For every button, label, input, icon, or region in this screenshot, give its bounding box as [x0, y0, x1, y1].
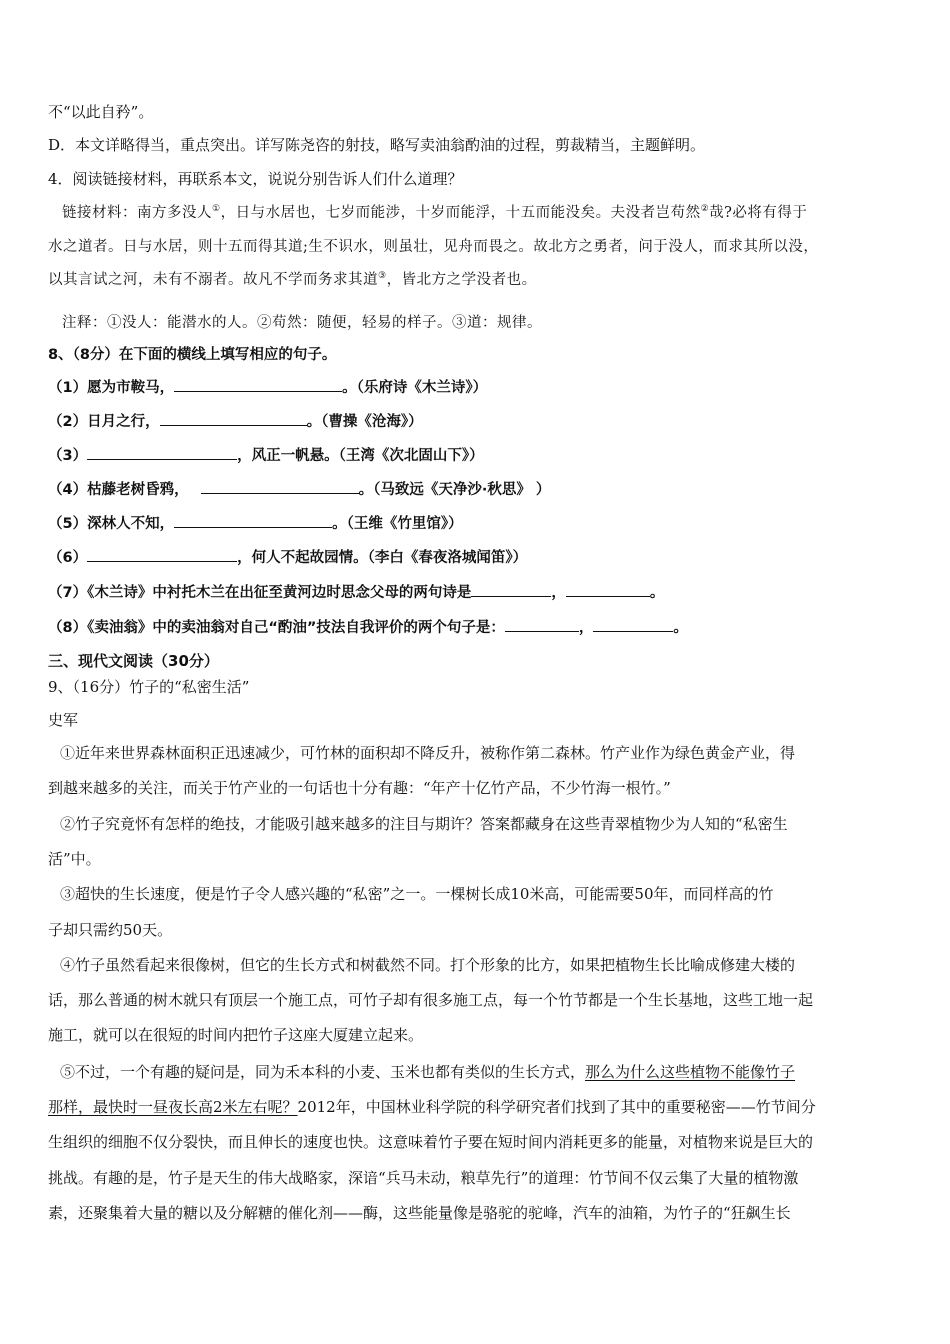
answer-blank[interactable]	[87, 547, 237, 562]
annotation-note: 注释：①没人：能潜水的人。②苟然：随便，轻易的样子。③道：规律。	[62, 315, 542, 331]
paragraph-5: 那样，最快时一昼夜长高2米左右呢？2012年，中国林业科学院的科学研究者们找到了其中的重要秘密——竹节间分	[48, 1098, 816, 1116]
paragraph-2: ②竹子究竟怀有怎样的绝技，才能吸引越来越多的注目与期许？答案都藏身在这些青翠植物少为人知的“私密生	[60, 815, 788, 833]
answer-blank[interactable]	[566, 582, 650, 597]
section-heading: 三、现代文阅读（30分）	[48, 652, 219, 670]
paragraph-3: ③超快的生长速度，便是竹子令人感兴趣的“私密”之一。一棵树长成10米高，可能需要50年，而同样高的竹	[60, 885, 774, 903]
paragraph-3: 子却只需约50天。	[48, 921, 173, 939]
paragraph-4: 施工，就可以在很短的时间内把竹子这座大厦建立起来。	[48, 1026, 424, 1044]
paragraph-1: ①近年来世界森林面积正迅速减少，可竹林的面积却不降反升，被称作第二森林。竹产业作为绿色黄金产业，得	[60, 744, 796, 762]
question-4: 4．阅读链接材料，再联系本文，说说分别告诉人们什么道理？	[48, 170, 463, 188]
underlined-sentence: 那么为什么这些植物不能像竹子	[585, 1063, 796, 1081]
link-material-line: 以其言试之河，未有不溺者。故凡不学而务求其道③，皆北方之学没者也。	[48, 271, 537, 288]
fill-item-2: （2）日月之行， 。（曹操《沧海》）	[48, 410, 908, 434]
answer-blank[interactable]	[471, 582, 551, 597]
answer-blank[interactable]	[201, 479, 359, 494]
article-author: 史军	[48, 711, 79, 729]
paragraph-4: ④竹子虽然看起来很像树，但它的生长方式和树截然不同。打个形象的比方，如果把植物生长比喻成修建大楼的	[60, 956, 796, 974]
paragraph-5: 挑战。有趣的是，竹子是天生的伟大战略家，深谙“兵马未动，粮草先行”的道理：竹节间不仅云集了大量的植物激	[48, 1169, 799, 1187]
paragraph-5: 素，还聚集着大量的糖以及分解糖的催化剂——酶，这些能量像是骆驼的驼峰，汽车的油箱，为竹子的“狂飙生长	[48, 1204, 791, 1222]
underlined-sentence: 那样，最快时一昼夜长高2米左右呢？	[48, 1098, 298, 1116]
answer-blank[interactable]	[160, 411, 307, 426]
fill-item-4: （4）枯藤老树昏鸦， 。（马致远《天净沙·秋思》 ）	[48, 478, 908, 502]
paragraph-2: 活”中。	[48, 850, 101, 868]
question-9-title: 9、（16分）竹子的“私密生活”	[48, 678, 250, 696]
fill-item-7: （7）《木兰诗》中衬托木兰在出征至黄河边时思念父母的两句诗是 ， 。	[48, 581, 908, 605]
paragraph-1: 到越来越多的关注，而关于竹产业的一句话也十分有趣：“年产十亿竹产品，不少竹海一根竹。”	[48, 779, 671, 797]
fill-item-6: （6） ，何人不起故园情。（李白《春夜洛城闻笛》）	[48, 546, 908, 570]
answer-blank[interactable]	[505, 617, 579, 632]
fill-item-3: （3） ，风正一帆悬。（王湾《次北固山下》）	[48, 444, 908, 468]
answer-blank[interactable]	[174, 513, 332, 528]
fill-item-1: （1）愿为市鞍马， 。（乐府诗《木兰诗》）	[48, 376, 908, 400]
link-material-line: 水之道者。日与水居，则十五而得其道;生不识水，则虽壮，见舟而畏之。故北方之勇者，问于没人，而求其所以没，	[48, 239, 819, 255]
paragraph-5: 生组织的细胞不仅分裂快，而且伸长的速度也快。这意味着竹子要在短时间内消耗更多的能量，对植物来说是巨大的	[48, 1133, 814, 1151]
question-8: 8、（8分）在下面的横线上填写相应的句子。	[48, 347, 337, 363]
paragraph-4: 话，那么普通的树木就只有顶层一个施工点，可竹子却有很多施工点，每一个竹节都是一个生长基地，这些工地一起	[48, 991, 814, 1009]
paragraph-5: ⑤不过，一个有趣的疑问是，同为禾本科的小麦、玉米也都有类似的生长方式，那么为什么这些植物不能像竹子	[60, 1063, 796, 1081]
fill-item-5: （5）深林人不知， 。（王维《竹里馆》）	[48, 512, 908, 536]
fill-item-8: （8）《卖油翁》中的卖油翁对自己“酌油”技法自我评价的两个句子是： ， 。	[48, 616, 908, 640]
answer-blank[interactable]	[593, 617, 673, 632]
text-line: 不“以此自矜”。	[48, 103, 154, 121]
option-d: D．本文详略得当，重点突出。详写陈尧咨的射技，略写卖油翁酌油的过程，剪裁精当，主题鲜明。	[48, 136, 706, 154]
answer-blank[interactable]	[174, 377, 342, 392]
link-material-line: 链接材料：南方多没人①，日与水居也，七岁而能涉，十岁而能浮，十五而能没矣。夫没者岂苟然②哉?必将有得于	[62, 204, 808, 221]
answer-blank[interactable]	[87, 445, 237, 460]
